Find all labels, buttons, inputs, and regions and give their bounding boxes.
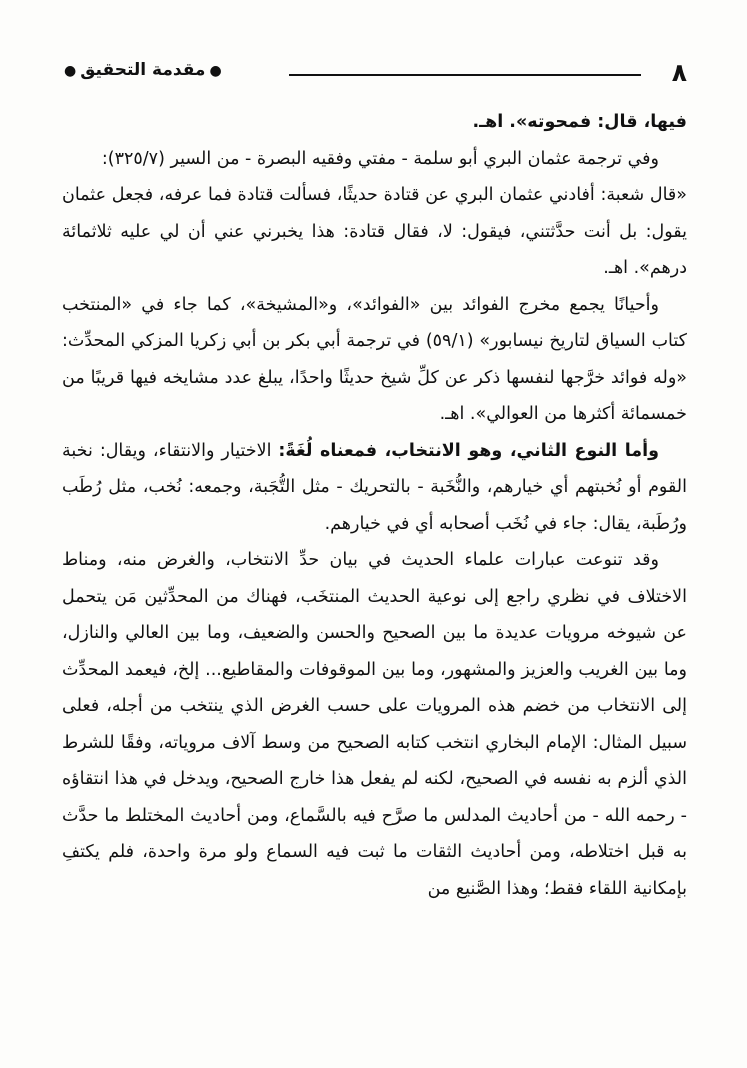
paragraph-4: وأحيانًا يجمع مخرج الفوائد بين «الفوائد»، و«المشيخة»، كما جاء في «المنتخب كتاب السياق لتاريخ نيسابور» (٥٩/١) في ترجمة أبي بكر بن أبي زكريا المزكي المحدِّث: «وله فوائد خرَّجها لنفسها ذكر عن كلِّ شيخ حديثًا واحدًا، يبلغ عدد مشايخه فيها قريبًا من خمسمائة أكثرها من العوالي». اهـ. bbox=[62, 294, 687, 424]
paragraph-3: «قال شعبة: أفادني عثمان البري عن قتادة حديثًا، فسألت قتادة فما عرفه، فجعل عثمان يقول: بل أنت حدَّثتني، فيقول: لا، فقال قتادة: هذا يخبرني عني أن لي عليه ثلاثمائة درهم». اهـ. bbox=[62, 185, 687, 278]
bullet-icon: ● bbox=[209, 63, 222, 79]
paragraph-2: وفي ترجمة عثمان البري أبو سلمة - مفتي وفقيه البصرة - من السير (٣٢٥/٧): bbox=[101, 148, 659, 169]
running-title-text: مقدمة التحقيق bbox=[80, 60, 206, 80]
paragraph-1: فيها، قال: فمحوته». اهـ. bbox=[472, 112, 687, 132]
running-title bbox=[60, 60, 226, 80]
paragraph-5-lead: وأما النوع الثاني، وهو الانتخاب، فمعناه لُغَةً: bbox=[278, 440, 659, 461]
header-rule bbox=[289, 74, 641, 76]
paragraph-6: وقد تنوعت عبارات علماء الحديث في بيان حدِّ الانتخاب، والغرض منه، ومناط الاختلاف في نظري راجع إلى نوعية الحديث المنتخَب، فهناك من المحدِّثين مَن يتحمل عن شيوخه مرويات عديدة ما بين الصحيح والحسن والضعيف، وما بين العالي والنازل، وما بين الغريب والعزيز والمشهور، وما بين الموقوفات والمقاطيع... إلخ، فيعمد المحدِّث إلى الانتخاب من خضم هذه المرويات على حسب الغرض الذي ينتخب من أجله، فعلى سبيل المثال: الإمام البخاري انتخب كتابه الصحيح من وسط آلاف مروياته، وفقًا للشرط الذي ألزم به نفسه في الصحيح، لكنه لم يفعل هذا خارج الصحيح، ويدخل في هذا انتقاؤه - رحمه الله - من أحاديث المدلس ما صرَّح فيه بالسَّماع، ومن أحاديث المختلط ما حدَّث به قبل اختلاطه، ومن أحاديث الثقات ما ثبت فيه السماع ولو مرة واحدة، فلم يكتفِ بإمكانية اللقاء فقط؛ وهذا الصَّنيع من bbox=[62, 550, 687, 899]
bullet-icon: ● bbox=[64, 63, 77, 79]
page-body bbox=[62, 104, 687, 907]
page-number: ٨ bbox=[671, 58, 687, 87]
paragraph-5-text: الاختيار والانتقاء، ويقال: نخبة القوم أو نُخبتهم أي خيارهم، والنُّخَبة - بالتحريك - مثل التُّجَبة، وجمعه: نُخب، مثل رُطَب ورُطَبة، يقال: جاء في نُخَب أصحابه أي في خيارهم. bbox=[62, 440, 687, 534]
paragraph-5 bbox=[62, 433, 687, 543]
page-header bbox=[60, 58, 687, 92]
